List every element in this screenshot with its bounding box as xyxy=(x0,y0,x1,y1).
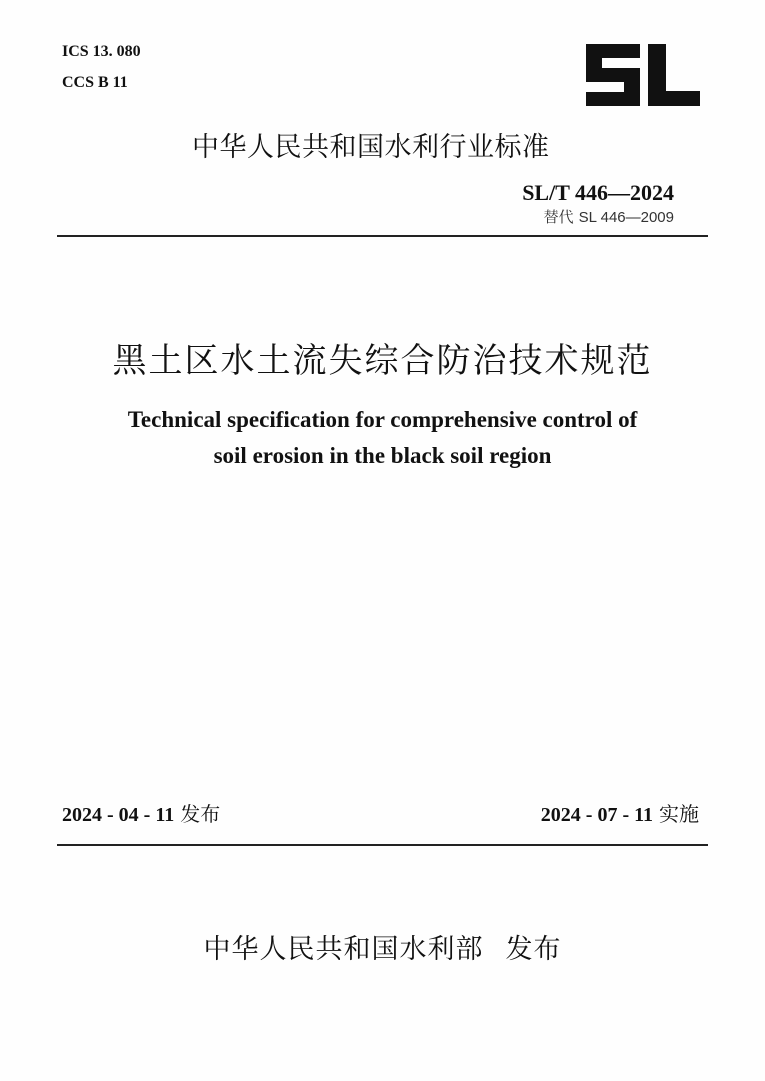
publisher-block xyxy=(0,932,765,968)
publisher-label: 发布 xyxy=(505,934,562,965)
replaces-standard xyxy=(544,208,674,227)
bottom-divider xyxy=(57,844,708,846)
issue-date-block xyxy=(62,800,220,829)
issue-label: 发布 xyxy=(180,802,221,826)
english-title-line-2: soil erosion in the black soil region xyxy=(213,443,552,468)
sl-logo-s-shape xyxy=(586,44,640,106)
english-title-line-1: Technical specification for comprehensive control of xyxy=(127,407,638,432)
effective-date-block xyxy=(541,800,699,829)
publisher-name: 中华人民共和国水利部 xyxy=(203,934,484,965)
replaces-code: SL 446—2009 xyxy=(578,209,674,226)
top-divider xyxy=(57,235,708,237)
effective-label: 实施 xyxy=(659,802,699,826)
ics-code: ICS 13. 080 xyxy=(62,43,141,60)
standard-code: SL/T 446—2024 xyxy=(522,180,674,205)
issue-date: 2024 - 04 - 11 xyxy=(62,804,175,826)
effective-date: 2024 - 07 - 11 xyxy=(540,804,653,826)
sl-logo xyxy=(582,44,700,106)
replaces-prefix: 替代 xyxy=(543,208,574,226)
ccs-code: CCS B 11 xyxy=(62,74,128,91)
english-title xyxy=(0,402,765,474)
sl-logo-l-shape xyxy=(648,44,700,106)
industry-standard-title: 中华人民共和国水利行业标准 xyxy=(192,132,550,163)
chinese-title: 黑土区水土流失综合防治技术规范 xyxy=(112,341,653,381)
